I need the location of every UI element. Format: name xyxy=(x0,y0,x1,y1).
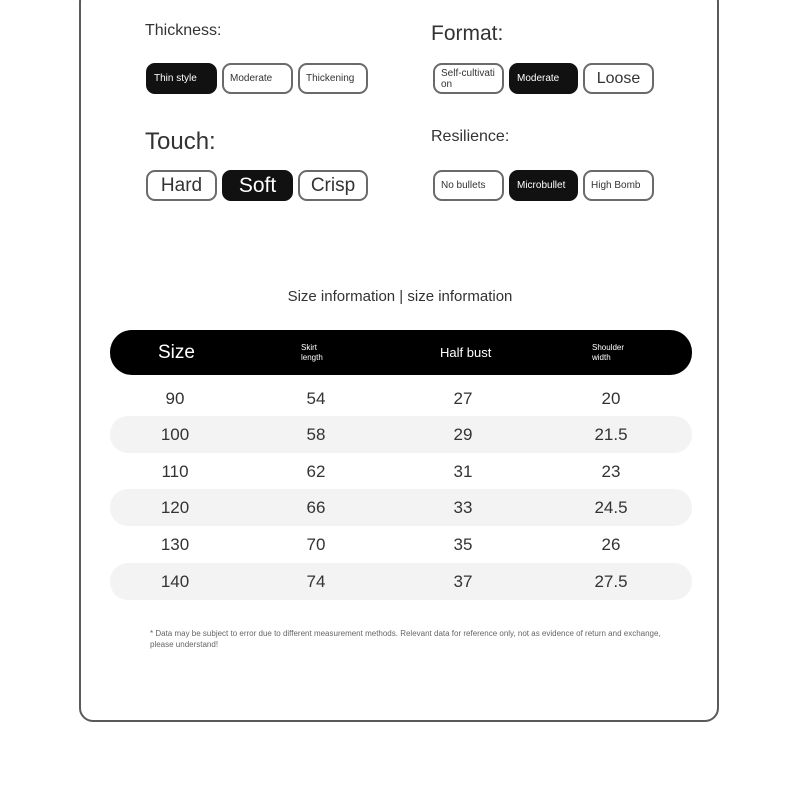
table-row xyxy=(110,453,692,490)
header-size: Size xyxy=(158,341,195,363)
cell-shoulder-width: 23 xyxy=(601,462,621,481)
cell-half-bust: 27 xyxy=(453,389,473,408)
thickness-label: Thickness: xyxy=(145,22,222,39)
table-row xyxy=(110,526,692,563)
format-option-self-cultivation[interactable]: Self-cultivation xyxy=(433,63,504,94)
cell-half-bust: 33 xyxy=(453,498,473,517)
thickness-options xyxy=(146,63,368,94)
header-skirt-length: Skirt length xyxy=(301,342,323,362)
resilience-options xyxy=(433,170,654,201)
table-row xyxy=(110,489,692,526)
resilience-option-high-bomb[interactable]: High Bomb xyxy=(583,170,654,201)
resilience-option-no-bullets[interactable]: No bullets xyxy=(433,170,504,201)
header-half-bust: Half bust xyxy=(440,345,492,360)
touch-option-hard[interactable]: Hard xyxy=(146,170,217,201)
table-row xyxy=(110,563,692,600)
touch-option-soft[interactable]: Soft xyxy=(222,170,293,201)
cell-shoulder-width: 21.5 xyxy=(594,425,628,444)
cell-size: 130 xyxy=(160,535,190,554)
cell-half-bust: 37 xyxy=(453,572,473,591)
touch-label: Touch: xyxy=(145,128,216,155)
size-table-header xyxy=(110,330,692,375)
cell-size: 140 xyxy=(160,572,190,591)
cell-size: 100 xyxy=(160,425,190,444)
resilience-label: Resilience: xyxy=(431,128,510,145)
format-option-loose[interactable]: Loose xyxy=(583,63,654,94)
header-shoulder-width: Shoulder width xyxy=(592,342,625,362)
resilience-option-microbullet[interactable]: Microbullet xyxy=(509,170,578,201)
table-row xyxy=(110,416,692,453)
touch-option-crisp[interactable]: Crisp xyxy=(298,170,368,201)
cell-skirt-length: 70 xyxy=(306,535,326,554)
measurement-disclaimer: * Data may be subject to error due to different measurement methods. Relevant data for reference only, not as evidence of return and exchange, please understand! xyxy=(150,629,661,649)
cell-half-bust: 29 xyxy=(453,425,473,444)
thickness-option-moderate[interactable]: Moderate xyxy=(222,63,293,94)
thickness-option-thin[interactable]: Thin style xyxy=(146,63,217,94)
format-options xyxy=(433,63,654,94)
cell-size: 110 xyxy=(161,462,189,481)
cell-skirt-length: 54 xyxy=(306,389,326,408)
cell-shoulder-width: 27.5 xyxy=(594,572,628,591)
size-table-title: Size information | size information xyxy=(287,288,513,305)
thickness-option-thickening[interactable]: Thickening xyxy=(298,63,368,94)
cell-skirt-length: 66 xyxy=(306,498,326,517)
cell-skirt-length: 58 xyxy=(306,425,326,444)
cell-half-bust: 35 xyxy=(453,535,473,554)
cell-half-bust: 31 xyxy=(453,462,473,481)
table-row xyxy=(110,380,692,417)
touch-options xyxy=(146,170,368,201)
cell-size: 120 xyxy=(160,498,190,517)
cell-shoulder-width: 24.5 xyxy=(594,498,628,517)
cell-shoulder-width: 20 xyxy=(601,389,621,408)
cell-skirt-length: 62 xyxy=(306,462,326,481)
format-label: Format: xyxy=(431,22,504,45)
cell-skirt-length: 74 xyxy=(306,572,326,591)
format-option-moderate[interactable]: Moderate xyxy=(509,63,578,94)
cell-shoulder-width: 26 xyxy=(601,535,621,554)
cell-size: 90 xyxy=(165,389,185,408)
